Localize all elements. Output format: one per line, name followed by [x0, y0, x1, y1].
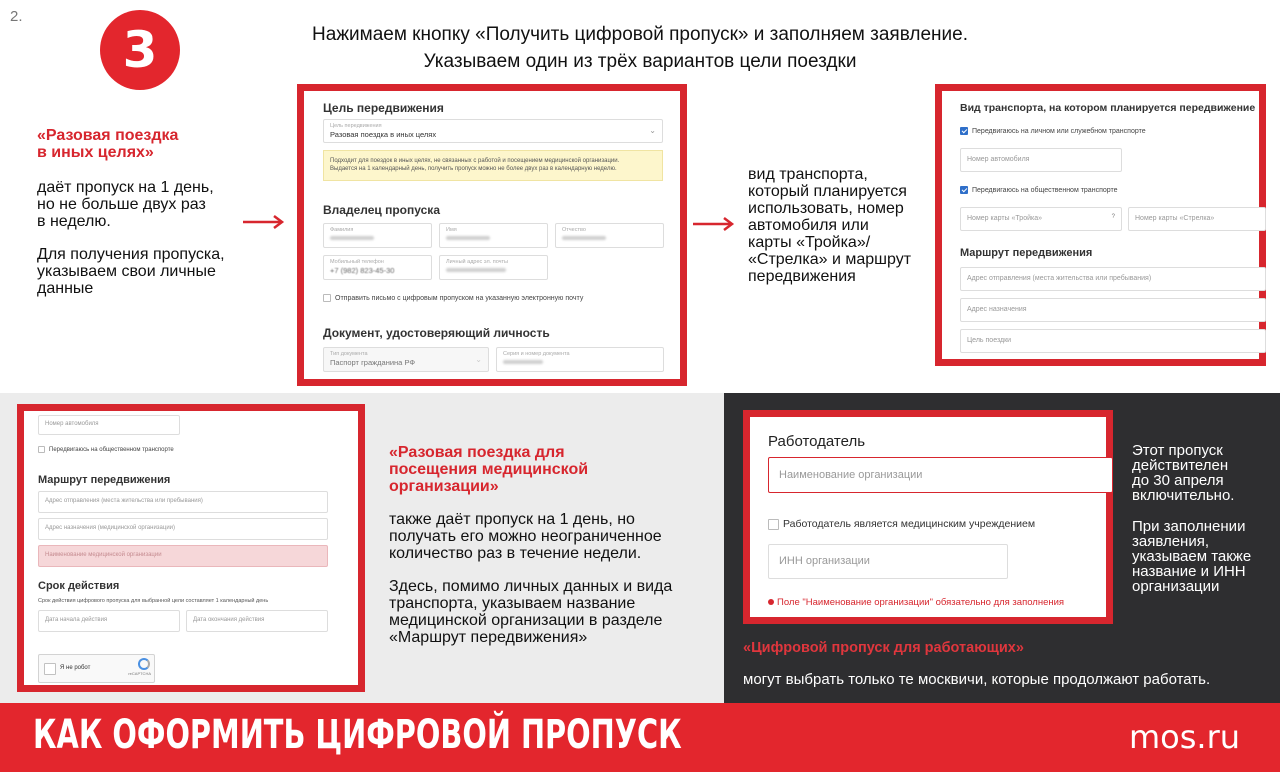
work-pass-note: [1132, 519, 1251, 594]
public-checkbox-label: Передвигаюсь на общественном транспорте: [49, 447, 174, 454]
transport-desc-1: вид транспорта,: [748, 166, 868, 183]
medical-trip-desc: [389, 511, 662, 562]
page-number: 2.: [10, 8, 23, 25]
employer-title: Работодатель: [768, 433, 866, 450]
form-medical: [17, 404, 365, 692]
section-transport-title: Вид транспорта, на котором планируется передвижение: [960, 102, 1256, 114]
footer-title: КАК ОФОРМИТЬ ЦИФРОВОЙ ПРОПУСК: [33, 712, 682, 758]
email-checkbox-row[interactable]: [323, 294, 583, 302]
transport-desc-7: передвижения: [748, 268, 856, 285]
section-doc-title: Документ, удостоверяющий личность: [323, 326, 550, 340]
doc-type-value: Паспорт гражданина РФ: [330, 358, 416, 367]
other-trip-desc: [37, 179, 214, 230]
end-date-field[interactable]: Дата окончания действия: [186, 610, 328, 632]
other-trip-desc-3: в неделю.: [37, 213, 111, 230]
medical-trip-note: [389, 578, 672, 646]
goal-select-label: Цель передвижения: [330, 123, 382, 129]
goal-notice: [323, 150, 663, 181]
name-field[interactable]: [439, 223, 548, 248]
patronymic-label: Отчество: [562, 227, 586, 233]
inn-field[interactable]: ИНН организации: [768, 544, 1008, 579]
error-message: [768, 597, 1064, 608]
other-trip-desc-2: но не больше двух раз: [37, 196, 206, 213]
doc-number-label: Серия и номер документа: [503, 351, 570, 357]
form-trip-purpose: [297, 84, 687, 386]
transport-desc-4: автомобиля или: [748, 217, 869, 234]
other-trip-title-1: «Разовая поездка: [37, 127, 179, 144]
public-checkbox-label: Передвигаюсь на общественном транспорте: [972, 186, 1118, 194]
work-note-2: заявления,: [1132, 533, 1210, 550]
from-address-field[interactable]: Адрес отправления (места жительства или пребывания): [960, 267, 1266, 291]
work-pass-title: «Цифровой пропуск для работающих»: [743, 640, 1024, 656]
other-trip-note-3: данные: [37, 280, 94, 297]
medical-trip-desc-1: также даёт пропуск на 1 день, но: [389, 511, 635, 528]
form-employer: [743, 410, 1113, 624]
section-period-title: Срок действия: [38, 580, 120, 592]
other-trip-note-1: Для получения пропуска,: [37, 246, 225, 263]
email-checkbox-label: Отправить письмо с цифровым пропуском на указанную электронную почту: [335, 294, 584, 302]
transport-description: [748, 166, 928, 285]
blurred-value: [330, 236, 374, 240]
work-validity-1: Этот пропуск: [1132, 442, 1223, 459]
strelka-field[interactable]: Номер карты «Стрелка»: [1128, 207, 1266, 231]
transport-desc-2: который планируется: [748, 183, 907, 200]
medical-trip-title-2: посещения медицинской: [389, 461, 589, 478]
transport-desc-5: карты «Тройка»/: [748, 234, 871, 251]
troika-placeholder: Номер карты «Тройка»: [967, 215, 1042, 222]
brand-logo: mos.ru: [1128, 718, 1240, 756]
surname-label: Фамилия: [330, 227, 354, 233]
captcha-brand: reCAPTCHA: [128, 671, 151, 676]
start-date-field[interactable]: Дата начала действия: [38, 610, 180, 632]
intro-line-2: Указываем один из трёх вариантов цели поездки: [423, 51, 857, 72]
medical-trip-desc-2: получать его можно неограниченное: [389, 528, 662, 545]
captcha-widget[interactable]: [38, 654, 155, 683]
transport-desc-6: «Стрелка» и маршрут: [748, 251, 912, 268]
step-badge: 3: [100, 10, 180, 90]
medical-trip-title-1: «Разовая поездка для: [389, 444, 565, 461]
car-checkbox-label: Передвигаюсь на личном или служебном транспорте: [972, 127, 1146, 135]
work-validity-4: включительно.: [1132, 487, 1235, 504]
intro-text: [230, 21, 1050, 75]
captcha-checkbox[interactable]: [44, 663, 56, 675]
email-checkbox[interactable]: [323, 294, 331, 302]
medical-trip-note-3: медицинской организации в разделе: [389, 612, 663, 629]
trip-purpose-field[interactable]: Цель поездки: [960, 329, 1266, 353]
section-route-title: Маршрут передвижения: [960, 247, 1093, 259]
help-icon[interactable]: ?: [1111, 214, 1115, 220]
other-trip-note-2: указываем свои личные: [37, 263, 216, 280]
period-note: Срок действия цифрового пропуска для выбранной цели составляет 1 календарный день: [38, 598, 269, 604]
medical-employer-row[interactable]: [768, 518, 1035, 530]
medical-trip-note-2: транспорта, указываем название: [389, 595, 636, 612]
work-validity-3: до 30 апреля: [1132, 472, 1224, 489]
public-checkbox[interactable]: [960, 186, 968, 194]
recaptcha-icon: [138, 658, 150, 670]
section-goal-title: Цель передвижения: [323, 101, 444, 115]
arrow-right-icon: [243, 215, 285, 229]
form-transport: [935, 84, 1266, 366]
error-text: Поле "Наименование организации" обязательно для заполнения: [777, 597, 1065, 608]
other-trip-title-2: в иных целях»: [37, 144, 154, 161]
other-trip-desc-1: даёт пропуск на 1 день,: [37, 179, 214, 196]
doc-type-select[interactable]: [323, 347, 489, 372]
doc-number-field[interactable]: [496, 347, 664, 372]
public-checkbox-row[interactable]: [38, 446, 174, 453]
work-validity-2: действителен: [1132, 457, 1229, 474]
goal-notice-line-2: Выдается на 1 календарный день, получить пропуск можно не более двух раз в календарную неделю.: [330, 166, 617, 172]
work-note-1: При заполнении: [1132, 518, 1246, 535]
surname-field[interactable]: [323, 223, 432, 248]
work-note-4: название и ИНН: [1132, 563, 1246, 580]
to-address-field[interactable]: Адрес назначения (медицинской организации): [38, 518, 328, 540]
work-note-3: указываем также: [1132, 548, 1252, 565]
medical-trip-note-4: «Маршрут передвижения»: [389, 629, 588, 646]
medical-employer-checkbox[interactable]: [768, 519, 779, 530]
phone-label: Мобильный телефон: [330, 259, 384, 265]
transport-desc-3: использовать, номер: [748, 200, 904, 217]
medical-trip-desc-3: количество раз в течение недели.: [389, 545, 642, 562]
phone-field[interactable]: [323, 255, 432, 280]
name-label: Имя: [446, 227, 457, 233]
blurred-value: [446, 236, 490, 240]
public-checkbox-row[interactable]: [960, 186, 1118, 194]
org-name-field[interactable]: Наименование организации: [768, 457, 1113, 493]
work-note-5: организации: [1132, 578, 1220, 595]
goal-select-value: Разовая поездка в иных целях: [330, 130, 437, 139]
from-address-field[interactable]: Адрес отправления (места жительства или пребывания): [38, 491, 328, 513]
other-trip-title: [37, 127, 178, 161]
car-number-field[interactable]: Номер автомобиля: [38, 415, 180, 435]
email-label: Личный адрес эл. почты: [446, 259, 509, 265]
to-address-field[interactable]: Адрес назначения: [960, 298, 1266, 322]
troika-field[interactable]: [960, 207, 1122, 231]
captcha-label: Я не робот: [60, 665, 91, 671]
medical-trip-title-3: организации»: [389, 478, 499, 495]
car-checkbox-row[interactable]: [960, 127, 1146, 135]
email-field[interactable]: [439, 255, 548, 280]
goal-select[interactable]: [323, 119, 663, 143]
medical-employer-label: Работодатель является медицинским учреждением: [783, 518, 1036, 530]
intro-line-1: Нажимаем кнопку «Получить цифровой пропуск» и заполняем заявление.: [312, 24, 968, 45]
car-number-field[interactable]: Номер автомобиля: [960, 148, 1122, 172]
section-owner-title: Владелец пропуска: [323, 203, 440, 217]
arrow-right-icon: [693, 217, 735, 231]
blurred-value: [503, 360, 543, 364]
work-pass-desc: могут выбрать только те москвичи, которые продолжают работать.: [743, 671, 1211, 688]
goal-notice-line-1: Подходит для поездок в иных целях, не связанных с работой и посещением медицинской организации.: [330, 158, 620, 164]
doc-type-label: Тип документа: [330, 351, 368, 357]
section-route-title: Маршрут передвижения: [38, 474, 171, 486]
patronymic-field[interactable]: [555, 223, 664, 248]
car-checkbox[interactable]: [960, 127, 968, 135]
medical-trip-note-1: Здесь, помимо личных данных и вида: [389, 578, 673, 595]
medical-trip-title: [389, 444, 588, 495]
chevron-down-icon: ⌄: [475, 355, 482, 364]
phone-value: +7 (982) 823-45-30: [330, 266, 395, 275]
chevron-down-icon: ⌄: [649, 126, 656, 135]
work-pass-validity: [1132, 443, 1234, 503]
medical-org-field[interactable]: Наименование медицинской организации: [38, 545, 328, 567]
blurred-value: [562, 236, 606, 240]
other-trip-note: [37, 246, 225, 297]
public-checkbox[interactable]: [38, 446, 45, 453]
error-icon: [768, 599, 774, 605]
blurred-value: [446, 268, 506, 272]
